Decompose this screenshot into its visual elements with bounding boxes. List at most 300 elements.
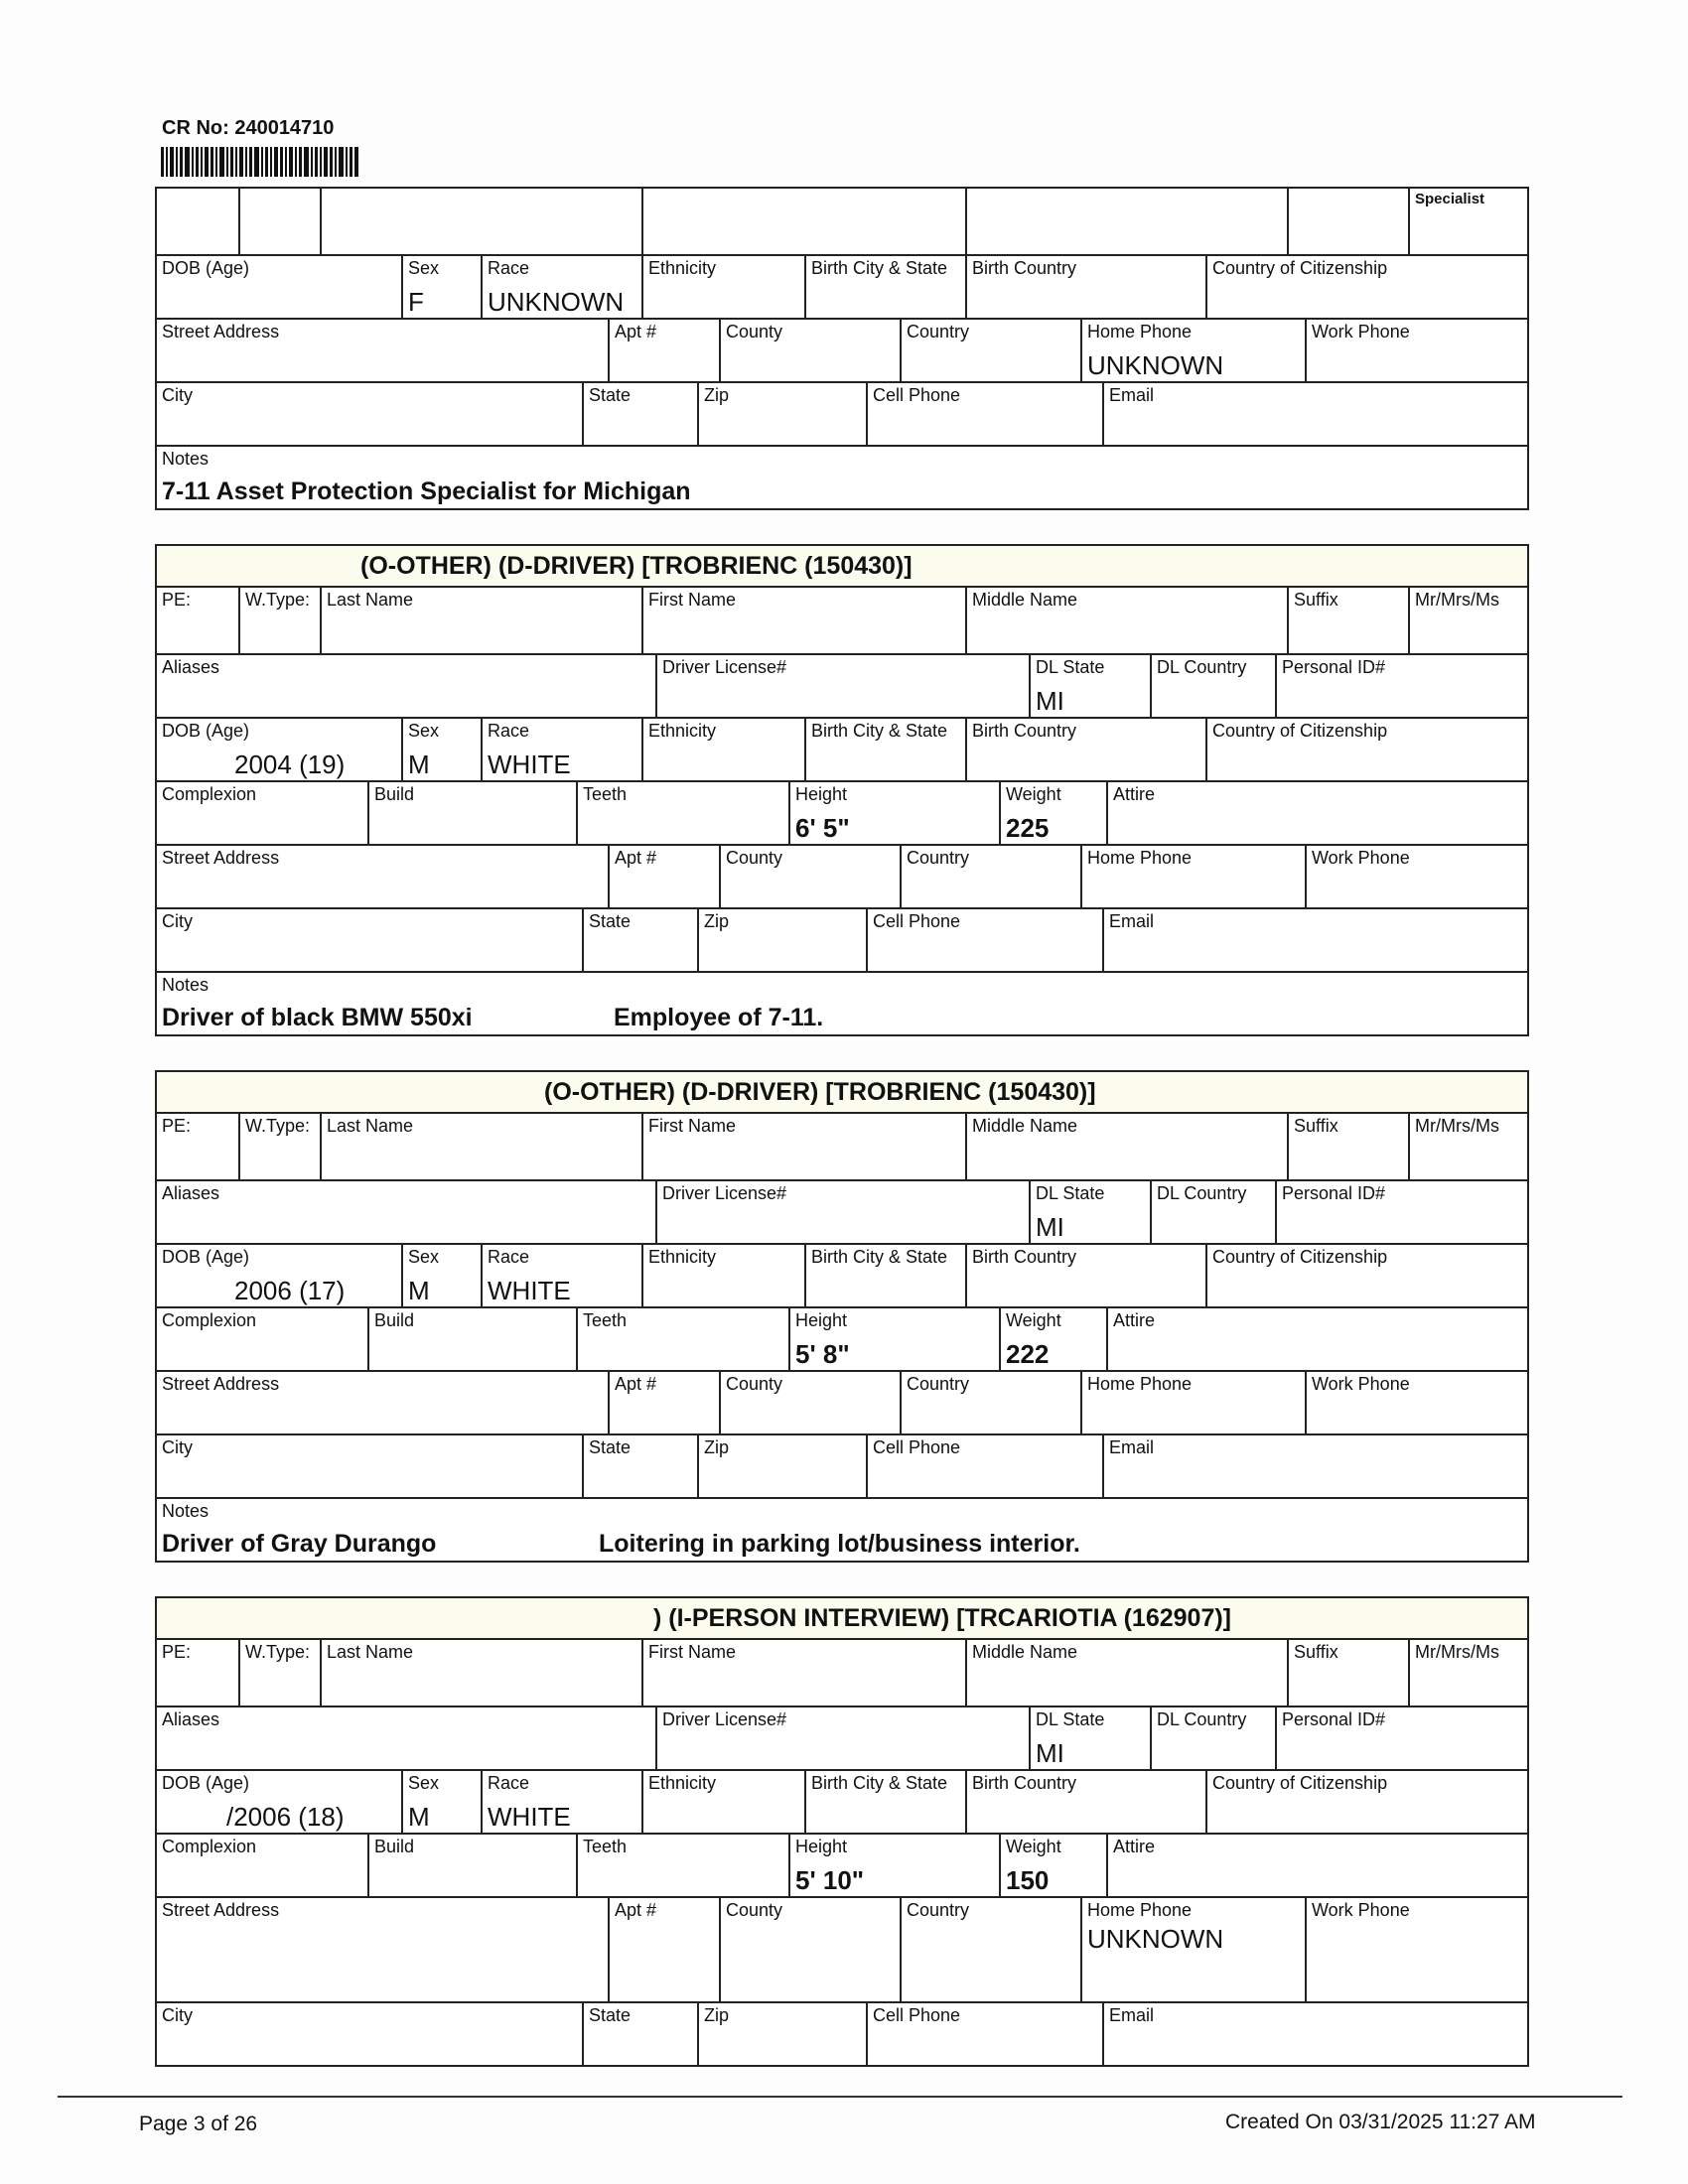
race-value: WHITE: [488, 1802, 571, 1832]
apt-label: Apt #: [615, 322, 657, 341]
weight-value: 225: [1006, 813, 1050, 843]
dob-label: DOB (Age): [162, 1247, 250, 1267]
address-row: [157, 846, 1527, 909]
county-label: County: [726, 1374, 783, 1394]
personal-id-cell: [1275, 1707, 1529, 1769]
aliases-cell: [157, 655, 655, 717]
race-cell: [481, 256, 641, 318]
pe-label: PE:: [162, 1642, 192, 1662]
dl-cell: [655, 655, 1029, 717]
address-row: [157, 1898, 1527, 2003]
dl-state-label: DL State: [1036, 1183, 1105, 1203]
dob-cell: [157, 256, 401, 318]
suffix-label: Suffix: [1294, 590, 1338, 610]
weight-label: Weight: [1006, 1837, 1061, 1856]
pe-cell: [157, 1640, 238, 1706]
aliases-cell: [157, 1181, 655, 1243]
height-cell: [788, 1308, 999, 1370]
personal-id-cell: [1275, 1181, 1529, 1243]
citizenship-label: Country of Citizenship: [1212, 1773, 1388, 1793]
birth-city-label: Birth City & State: [811, 1247, 948, 1267]
city-label: City: [162, 1437, 193, 1457]
build-cell: [367, 1308, 576, 1370]
home-phone-cell: [1080, 1898, 1305, 2001]
aliases-cell: [157, 1707, 655, 1769]
sex-label: Sex: [408, 1773, 440, 1793]
height-value: 5' 8": [795, 1339, 850, 1369]
sex-label: Sex: [408, 1247, 440, 1267]
complexion-label: Complexion: [162, 784, 257, 804]
birth-city-cell: [804, 719, 965, 780]
complexion-cell: [157, 782, 367, 844]
country-label: Country: [907, 848, 970, 868]
sex-value: M: [408, 750, 430, 779]
cr-number: CR No: 240014710: [162, 117, 335, 139]
license-row: [157, 1181, 1527, 1245]
teeth-cell: [576, 782, 788, 844]
teeth-label: Teeth: [583, 1310, 628, 1330]
home-phone-label: Home Phone: [1087, 1900, 1193, 1920]
notes-label: Notes: [162, 449, 210, 469]
county-cell: [719, 1372, 900, 1433]
race-label: Race: [488, 721, 530, 741]
complexion-cell: [157, 1308, 367, 1370]
work-phone-cell: [1305, 1372, 1529, 1433]
weight-cell: [999, 1835, 1106, 1896]
first-name-cell: [641, 189, 965, 254]
address-row: [157, 1372, 1527, 1435]
home-phone-value: UNKNOWN: [1087, 350, 1224, 380]
dl-country-label: DL Country: [1157, 1183, 1247, 1203]
last-name-label: Last Name: [327, 1642, 414, 1662]
last-name-label: Last Name: [327, 1116, 414, 1136]
cell-phone-label: Cell Phone: [873, 1437, 961, 1457]
sex-label: Sex: [408, 721, 440, 741]
person-section-1: [155, 187, 1529, 510]
mr-label: Mr/Mrs/Ms: [1415, 1642, 1499, 1662]
build-label: Build: [374, 784, 415, 804]
work-phone-label: Work Phone: [1312, 322, 1410, 341]
dl-country-cell: [1150, 1707, 1275, 1769]
work-phone-label: Work Phone: [1312, 848, 1410, 868]
height-label: Height: [795, 1310, 848, 1330]
county-cell: [719, 846, 900, 907]
section-header: [157, 1072, 1527, 1114]
state-cell: [582, 383, 697, 445]
birth-city-label: Birth City & State: [811, 1773, 948, 1793]
personal-id-cell: [1275, 655, 1529, 717]
mr-cell: [1408, 1114, 1529, 1179]
wtype-cell: [238, 189, 320, 254]
dl-state-value: MI: [1036, 1738, 1064, 1768]
email-cell: [1102, 1435, 1529, 1497]
suffix-cell: [1287, 1114, 1408, 1179]
dob-label: DOB (Age): [162, 258, 250, 278]
cell-phone-cell: [866, 2003, 1102, 2065]
height-label: Height: [795, 784, 848, 804]
middle-name-label: Middle Name: [972, 590, 1078, 610]
dl-country-cell: [1150, 1181, 1275, 1243]
dl-state-label: DL State: [1036, 1709, 1105, 1729]
cell-phone-label: Cell Phone: [873, 2005, 961, 2025]
weight-cell: [999, 782, 1106, 844]
attire-label: Attire: [1113, 1837, 1156, 1856]
state-label: State: [589, 385, 632, 405]
work-phone-cell: [1305, 846, 1529, 907]
footer-divider: [58, 2096, 1622, 2098]
physical-row: [157, 1835, 1527, 1898]
ethnicity-label: Ethnicity: [648, 258, 717, 278]
person-section-4: [155, 1596, 1529, 2067]
teeth-cell: [576, 1835, 788, 1896]
person-section-2: [155, 544, 1529, 1036]
dl-country-cell: [1150, 655, 1275, 717]
home-phone-value: UNKNOWN: [1087, 1924, 1224, 1954]
dl-label: Driver License#: [662, 1183, 787, 1203]
home-phone-cell: [1080, 846, 1305, 907]
wtype-cell: [238, 1114, 320, 1179]
notes-label: Notes: [162, 975, 210, 995]
height-label: Height: [795, 1837, 848, 1856]
email-label: Email: [1109, 911, 1155, 931]
state-label: State: [589, 2005, 632, 2025]
name-row: [157, 1640, 1527, 1707]
street-cell: [157, 1898, 608, 2001]
birth-country-cell: [965, 1245, 1205, 1306]
middle-name-cell: [965, 189, 1287, 254]
dl-country-label: DL Country: [1157, 657, 1247, 677]
city-cell: [157, 383, 582, 445]
citizenship-label: Country of Citizenship: [1212, 258, 1388, 278]
sex-cell: [401, 256, 481, 318]
first-name-label: First Name: [648, 590, 737, 610]
zip-cell: [697, 1435, 866, 1497]
height-value: 5' 10": [795, 1865, 865, 1895]
street-label: Street Address: [162, 322, 280, 341]
birth-country-label: Birth Country: [972, 1773, 1077, 1793]
sex-value: F: [408, 287, 424, 317]
last-name-label: Last Name: [327, 590, 414, 610]
ethnicity-label: Ethnicity: [648, 1773, 717, 1793]
birth-country-cell: [965, 1771, 1205, 1833]
barcode-image: [161, 147, 425, 177]
apt-label: Apt #: [615, 1900, 657, 1920]
citizenship-cell: [1205, 256, 1529, 318]
created-timestamp: Created On 03/31/2025 11:27 AM: [1225, 2111, 1536, 2133]
county-cell: [719, 320, 900, 381]
suffix-cell: [1287, 1640, 1408, 1706]
build-label: Build: [374, 1310, 415, 1330]
attire-cell: [1106, 782, 1529, 844]
zip-label: Zip: [704, 911, 730, 931]
build-cell: [367, 1835, 576, 1896]
dl-state-value: MI: [1036, 1212, 1064, 1242]
country-cell: [900, 1898, 1080, 2001]
name-row: [157, 189, 1527, 256]
email-cell: [1102, 383, 1529, 445]
city-row: [157, 1435, 1527, 1499]
wtype-label: W.Type:: [245, 1116, 311, 1136]
email-label: Email: [1109, 1437, 1155, 1457]
teeth-cell: [576, 1308, 788, 1370]
cell-phone-cell: [866, 909, 1102, 971]
birth-city-cell: [804, 1245, 965, 1306]
apt-label: Apt #: [615, 1374, 657, 1394]
notes-row: [157, 447, 1527, 508]
dl-state-cell: [1029, 1181, 1150, 1243]
race-cell: [481, 719, 641, 780]
race-value: WHITE: [488, 1276, 571, 1305]
dl-state-cell: [1029, 655, 1150, 717]
notes-text-a: Driver of Gray Durango: [162, 1530, 437, 1558]
notes-text-a: Driver of black BMW 550xi: [162, 1004, 473, 1031]
dl-state-label: DL State: [1036, 657, 1105, 677]
county-label: County: [726, 1900, 783, 1920]
aliases-label: Aliases: [162, 1709, 220, 1729]
home-phone-cell: [1080, 320, 1305, 381]
citizenship-cell: [1205, 1245, 1529, 1306]
ethnicity-cell: [641, 1771, 804, 1833]
suffix-label: Suffix: [1294, 1642, 1338, 1662]
birth-country-cell: [965, 719, 1205, 780]
height-cell: [788, 1835, 999, 1896]
personal-id-label: Personal ID#: [1282, 657, 1386, 677]
teeth-label: Teeth: [583, 784, 628, 804]
birth-country-label: Birth Country: [972, 721, 1077, 741]
dob-cell: [157, 719, 401, 780]
birth-city-cell: [804, 256, 965, 318]
street-label: Street Address: [162, 848, 280, 868]
dob-value: /2006 (18): [226, 1802, 345, 1832]
personal-id-label: Personal ID#: [1282, 1183, 1386, 1203]
weight-value: 222: [1006, 1339, 1050, 1369]
physical-row: [157, 1308, 1527, 1372]
dob-row: [157, 256, 1527, 320]
city-row: [157, 909, 1527, 973]
mr-cell: [1408, 588, 1529, 653]
birth-country-label: Birth Country: [972, 258, 1077, 278]
license-row: [157, 655, 1527, 719]
section-header: [157, 546, 1527, 588]
state-cell: [582, 2003, 697, 2065]
first-name-cell: [641, 1640, 965, 1706]
first-name-label: First Name: [648, 1116, 737, 1136]
street-cell: [157, 846, 608, 907]
county-label: County: [726, 848, 783, 868]
sex-cell: [401, 719, 481, 780]
zip-cell: [697, 383, 866, 445]
ethnicity-label: Ethnicity: [648, 721, 717, 741]
cell-phone-label: Cell Phone: [873, 911, 961, 931]
city-label: City: [162, 2005, 193, 2025]
personal-id-label: Personal ID#: [1282, 1709, 1386, 1729]
city-row: [157, 2003, 1527, 2065]
attire-label: Attire: [1113, 1310, 1156, 1330]
dl-cell: [655, 1707, 1029, 1769]
country-label: Country: [907, 1374, 970, 1394]
state-label: State: [589, 911, 632, 931]
mr-label: Mr/Mrs/Ms: [1415, 590, 1499, 610]
race-cell: [481, 1245, 641, 1306]
street-cell: [157, 320, 608, 381]
notes-label: Notes: [162, 1501, 210, 1521]
build-cell: [367, 782, 576, 844]
cell-phone-label: Cell Phone: [873, 385, 961, 405]
attire-cell: [1106, 1835, 1529, 1896]
middle-name-label: Middle Name: [972, 1642, 1078, 1662]
last-name-cell: [320, 1640, 641, 1706]
county-cell: [719, 1898, 900, 2001]
dob-value: 2004 (19): [234, 750, 346, 779]
dob-row: [157, 1245, 1527, 1308]
apt-cell: [608, 846, 719, 907]
page-number: Page 3 of 26: [139, 2113, 258, 2135]
citizenship-cell: [1205, 1771, 1529, 1833]
wtype-label: W.Type:: [245, 1642, 311, 1662]
country-label: Country: [907, 322, 970, 341]
middle-name-cell: [965, 588, 1287, 653]
country-label: Country: [907, 1900, 970, 1920]
country-cell: [900, 846, 1080, 907]
dl-state-value: MI: [1036, 686, 1064, 716]
weight-cell: [999, 1308, 1106, 1370]
race-value: WHITE: [488, 750, 571, 779]
dl-cell: [655, 1181, 1029, 1243]
attire-cell: [1106, 1308, 1529, 1370]
city-cell: [157, 2003, 582, 2065]
pe-label: PE:: [162, 590, 192, 610]
wtype-cell: [238, 588, 320, 653]
specialist-label: Specialist: [1415, 191, 1485, 207]
country-cell: [900, 1372, 1080, 1433]
citizenship-label: Country of Citizenship: [1212, 1247, 1388, 1267]
notes-text-b: Loitering in parking lot/business interior.: [599, 1530, 1080, 1558]
city-cell: [157, 909, 582, 971]
home-phone-label: Home Phone: [1087, 848, 1193, 868]
middle-name-label: Middle Name: [972, 1116, 1078, 1136]
suffix-cell: [1287, 189, 1408, 254]
state-cell: [582, 1435, 697, 1497]
notes-text: 7-11 Asset Protection Specialist for Michigan: [162, 478, 691, 505]
country-cell: [900, 320, 1080, 381]
home-phone-label: Home Phone: [1087, 322, 1193, 341]
state-cell: [582, 909, 697, 971]
race-label: Race: [488, 1773, 530, 1793]
name-row: [157, 1114, 1527, 1181]
suffix-cell: [1287, 588, 1408, 653]
work-phone-label: Work Phone: [1312, 1374, 1410, 1394]
dl-country-label: DL Country: [1157, 1709, 1247, 1729]
street-label: Street Address: [162, 1900, 280, 1920]
city-label: City: [162, 911, 193, 931]
ethnicity-label: Ethnicity: [648, 1247, 717, 1267]
notes-text-b: Employee of 7-11.: [614, 1004, 824, 1031]
home-phone-label: Home Phone: [1087, 1374, 1193, 1394]
sex-value: M: [408, 1802, 430, 1832]
dob-value: 2006 (17): [234, 1276, 346, 1305]
pe-cell: [157, 1114, 238, 1179]
dob-label: DOB (Age): [162, 721, 250, 741]
work-phone-cell: [1305, 320, 1529, 381]
section-header: [157, 1598, 1527, 1640]
sex-value: M: [408, 1276, 430, 1305]
apt-cell: [608, 320, 719, 381]
zip-label: Zip: [704, 1437, 730, 1457]
weight-value: 150: [1006, 1865, 1050, 1895]
email-label: Email: [1109, 2005, 1155, 2025]
ethnicity-cell: [641, 256, 804, 318]
home-phone-cell: [1080, 1372, 1305, 1433]
zip-cell: [697, 909, 866, 971]
city-cell: [157, 1435, 582, 1497]
birth-city-cell: [804, 1771, 965, 1833]
section-title: ) (I-PERSON INTERVIEW) [TRCARIOTIA (162907)]: [653, 1604, 1231, 1632]
pe-label: PE:: [162, 1116, 192, 1136]
address-row: [157, 320, 1527, 383]
birth-country-label: Birth Country: [972, 1247, 1077, 1267]
mr-cell: [1408, 1640, 1529, 1706]
physical-row: [157, 782, 1527, 846]
notes-cell: [157, 1499, 1529, 1561]
suffix-label: Suffix: [1294, 1116, 1338, 1136]
complexion-cell: [157, 1835, 367, 1896]
license-row: [157, 1707, 1527, 1771]
sex-cell: [401, 1771, 481, 1833]
section-title: (O-OTHER) (D-DRIVER) [TROBRIENC (150430)]: [360, 552, 913, 580]
sex-cell: [401, 1245, 481, 1306]
specialist-cell: [1408, 189, 1529, 254]
apt-cell: [608, 1372, 719, 1433]
pe-cell: [157, 588, 238, 653]
cell-phone-cell: [866, 383, 1102, 445]
birth-city-label: Birth City & State: [811, 258, 948, 278]
cell-phone-cell: [866, 1435, 1102, 1497]
dob-label: DOB (Age): [162, 1773, 250, 1793]
work-phone-label: Work Phone: [1312, 1900, 1410, 1920]
attire-label: Attire: [1113, 784, 1156, 804]
notes-cell: [157, 447, 1529, 508]
complexion-label: Complexion: [162, 1310, 257, 1330]
citizenship-label: Country of Citizenship: [1212, 721, 1388, 741]
dob-row: [157, 1771, 1527, 1835]
race-label: Race: [488, 258, 530, 278]
street-cell: [157, 1372, 608, 1433]
sex-label: Sex: [408, 258, 440, 278]
dob-cell: [157, 1245, 401, 1306]
weight-label: Weight: [1006, 1310, 1061, 1330]
pe-cell: [157, 189, 238, 254]
first-name-label: First Name: [648, 1642, 737, 1662]
aliases-label: Aliases: [162, 657, 220, 677]
weight-label: Weight: [1006, 784, 1061, 804]
apt-label: Apt #: [615, 848, 657, 868]
email-cell: [1102, 909, 1529, 971]
citizenship-cell: [1205, 719, 1529, 780]
mr-label: Mr/Mrs/Ms: [1415, 1116, 1499, 1136]
zip-cell: [697, 2003, 866, 2065]
middle-name-cell: [965, 1640, 1287, 1706]
work-phone-cell: [1305, 1898, 1529, 2001]
race-cell: [481, 1771, 641, 1833]
complexion-label: Complexion: [162, 1837, 257, 1856]
county-label: County: [726, 322, 783, 341]
last-name-cell: [320, 189, 641, 254]
apt-cell: [608, 1898, 719, 2001]
street-label: Street Address: [162, 1374, 280, 1394]
ethnicity-cell: [641, 1245, 804, 1306]
notes-row: [157, 973, 1527, 1034]
email-label: Email: [1109, 385, 1155, 405]
